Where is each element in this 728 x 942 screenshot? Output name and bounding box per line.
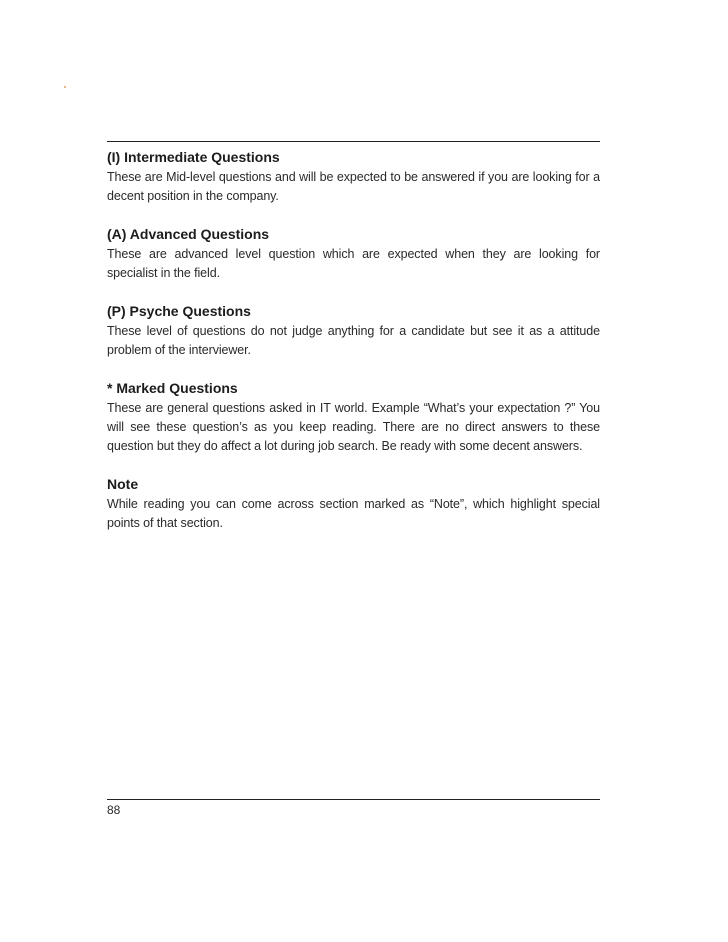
section-body: These are general questions asked in IT world. Example “What’s your expectation ?” You will see these question’s as you keep reading. There are no direct answers to these question but they do affect a lot during job search. Be ready with some decent answers.	[107, 401, 600, 453]
page-number: 88	[107, 803, 121, 817]
section-marked	[107, 379, 600, 456]
section-heading: Note	[107, 476, 139, 492]
section-body: These are advanced level question which are expected when they are looking for specialist in the field.	[107, 247, 600, 280]
section-body: While reading you can come across section marked as “Note”, which highlight special points of that section.	[107, 497, 600, 530]
section-heading: (I) Intermediate Questions	[107, 149, 280, 165]
scan-speck	[64, 86, 66, 88]
section-heading: (A) Advanced Questions	[107, 226, 270, 242]
section-body: These are Mid-level questions and will be expected to be answered if you are looking for a decent position in the company.	[107, 170, 600, 203]
section-psyche	[107, 302, 600, 360]
section-intermediate	[107, 148, 600, 206]
section-advanced	[107, 225, 600, 283]
page-content	[107, 148, 600, 552]
section-heading: * Marked Questions	[107, 380, 238, 396]
section-heading: (P) Psyche Questions	[107, 303, 251, 319]
section-body: These level of questions do not judge anything for a candidate but see it as a attitude problem of the interviewer.	[107, 324, 600, 357]
section-note	[107, 475, 600, 533]
header-rule	[107, 141, 600, 142]
footer-rule	[107, 799, 600, 800]
